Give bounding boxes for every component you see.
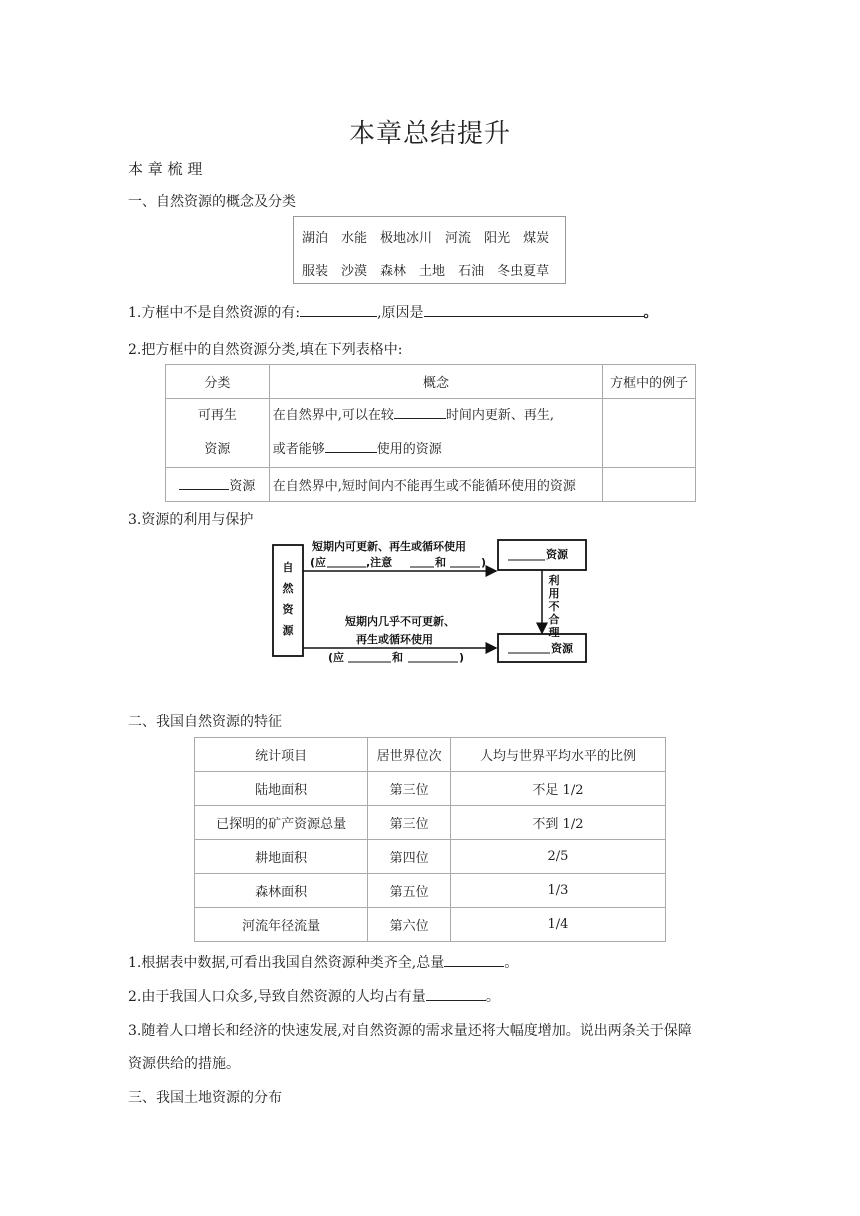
part1-question-2: 2.把方框中的自然资源分类,填在下列表格中: — [128, 342, 403, 358]
word-item: 沙漠 — [341, 264, 368, 279]
bottom-arrow-label: (应 — [328, 651, 345, 663]
table-header: 概念 — [269, 365, 603, 399]
bottom-arrow-label: 再生或循环使用 — [356, 633, 433, 646]
word-item: 土地 — [419, 264, 446, 279]
part1-question-3: 3.资源的利用与保护 — [128, 512, 254, 528]
nonrenewable-class-cell: 资源 — [166, 468, 270, 502]
classification-table — [165, 364, 696, 502]
diagram-left-char: 资 — [282, 603, 294, 616]
word-item: 水能 — [341, 231, 368, 246]
top-arrow-label: 和 — [435, 556, 446, 569]
word-row-1 — [302, 227, 562, 246]
answer-blank[interactable] — [179, 476, 229, 490]
top-arrow-label: ) — [481, 556, 487, 569]
renewable-class-cell: 可再生 资源 — [166, 399, 270, 468]
part2-question-2: 2.由于我国人口众多,导致自然资源的人均占有量 。 — [128, 989, 500, 1005]
word-item: 煤炭 — [523, 231, 550, 246]
part2-question-3-line2: 资源供给的措施。 — [128, 1056, 240, 1072]
word-item: 湖泊 — [302, 231, 329, 246]
answer-blank[interactable] — [426, 987, 486, 1001]
vertical-char: 用 — [548, 587, 560, 600]
part2-question-1: 1.根据表中数据,可看出我国自然资源种类齐全,总量 。 — [128, 955, 519, 971]
bottom-right-label: 资源 — [551, 642, 573, 655]
section-review-heading: 本 章 梳 理 — [128, 160, 203, 178]
top-arrow-label: 短期内可更新、再生或循环使用 — [312, 540, 466, 553]
part1-heading: 一、自然资源的概念及分类 — [128, 194, 296, 210]
table-row: 耕地面积 第四位 2/5 — [195, 840, 666, 874]
vertical-char: 合 — [548, 613, 560, 626]
table-header: 人均与世界平均水平的比例 — [450, 738, 665, 772]
part2-question-3-line1: 3.随着人口增长和经济的快速发展,对自然资源的需求量还将大幅度增加。说出两条关于保障 — [128, 1023, 692, 1039]
answer-blank[interactable] — [394, 405, 446, 419]
diagram-left-char: 自 — [282, 561, 294, 574]
table-row: 已探明的矿产资源总量 第三位 不到 1/2 — [195, 806, 666, 840]
part3-heading: 三、我国土地资源的分布 — [128, 1090, 282, 1106]
word-row-2 — [302, 260, 562, 279]
nonrenewable-concept-cell: 在自然界中,短时间内不能再生或不能循环使用的资源 — [269, 468, 603, 502]
table-row: 陆地面积 第三位 不足 1/2 — [195, 772, 666, 806]
table-header: 分类 — [166, 365, 270, 399]
page-title: 本章总结提升 — [348, 119, 511, 149]
answer-blank[interactable] — [424, 303, 644, 317]
renewable-concept-cell: 在自然界中,可以在较 时间内更新、再生, 或者能够 使用的资源 — [269, 399, 603, 468]
word-item: 服装 — [302, 264, 329, 279]
bottom-arrow-label: 短期内几乎不可更新、 — [345, 615, 455, 628]
example-cell[interactable] — [603, 399, 696, 468]
part2-heading: 二、我国自然资源的特征 — [128, 714, 282, 730]
china-resources-table — [194, 737, 666, 942]
table-row: 森林面积 第五位 1/3 — [195, 874, 666, 908]
vertical-char: 不 — [548, 600, 560, 613]
renewable-box — [498, 540, 586, 570]
top-arrow-label: (应 — [310, 556, 327, 569]
word-item: 石油 — [458, 264, 485, 279]
diagram-left-char: 源 — [282, 624, 294, 637]
diagram-left-char: 然 — [282, 582, 294, 595]
word-item: 极地冰川 — [380, 231, 433, 246]
part1-question-1: 1.方框中不是自然资源的有: ,原因是 。 — [128, 305, 658, 321]
table-row: 河流年径流量 第六位 1/4 — [195, 908, 666, 942]
bottom-arrow-label: 和 — [392, 651, 403, 663]
table-header: 统计项目 — [195, 738, 368, 772]
word-item: 阳光 — [484, 231, 511, 246]
table-header: 居世界位次 — [368, 738, 451, 772]
answer-blank[interactable] — [325, 439, 377, 453]
vertical-char: 利 — [548, 574, 560, 587]
word-item: 冬虫夏草 — [497, 264, 550, 279]
bottom-arrow-label: ) — [459, 651, 465, 663]
example-cell[interactable] — [603, 468, 696, 502]
answer-blank[interactable] — [300, 303, 377, 317]
answer-blank[interactable] — [444, 953, 504, 967]
top-right-label: 资源 — [546, 548, 568, 561]
resource-use-diagram — [270, 533, 592, 663]
word-item: 森林 — [380, 264, 407, 279]
resource-word-box — [293, 216, 566, 284]
top-arrow-label: ,注意 — [366, 556, 393, 569]
vertical-char: 理 — [548, 626, 560, 639]
word-item: 河流 — [445, 231, 472, 246]
table-header: 方框中的例子 — [603, 365, 696, 399]
